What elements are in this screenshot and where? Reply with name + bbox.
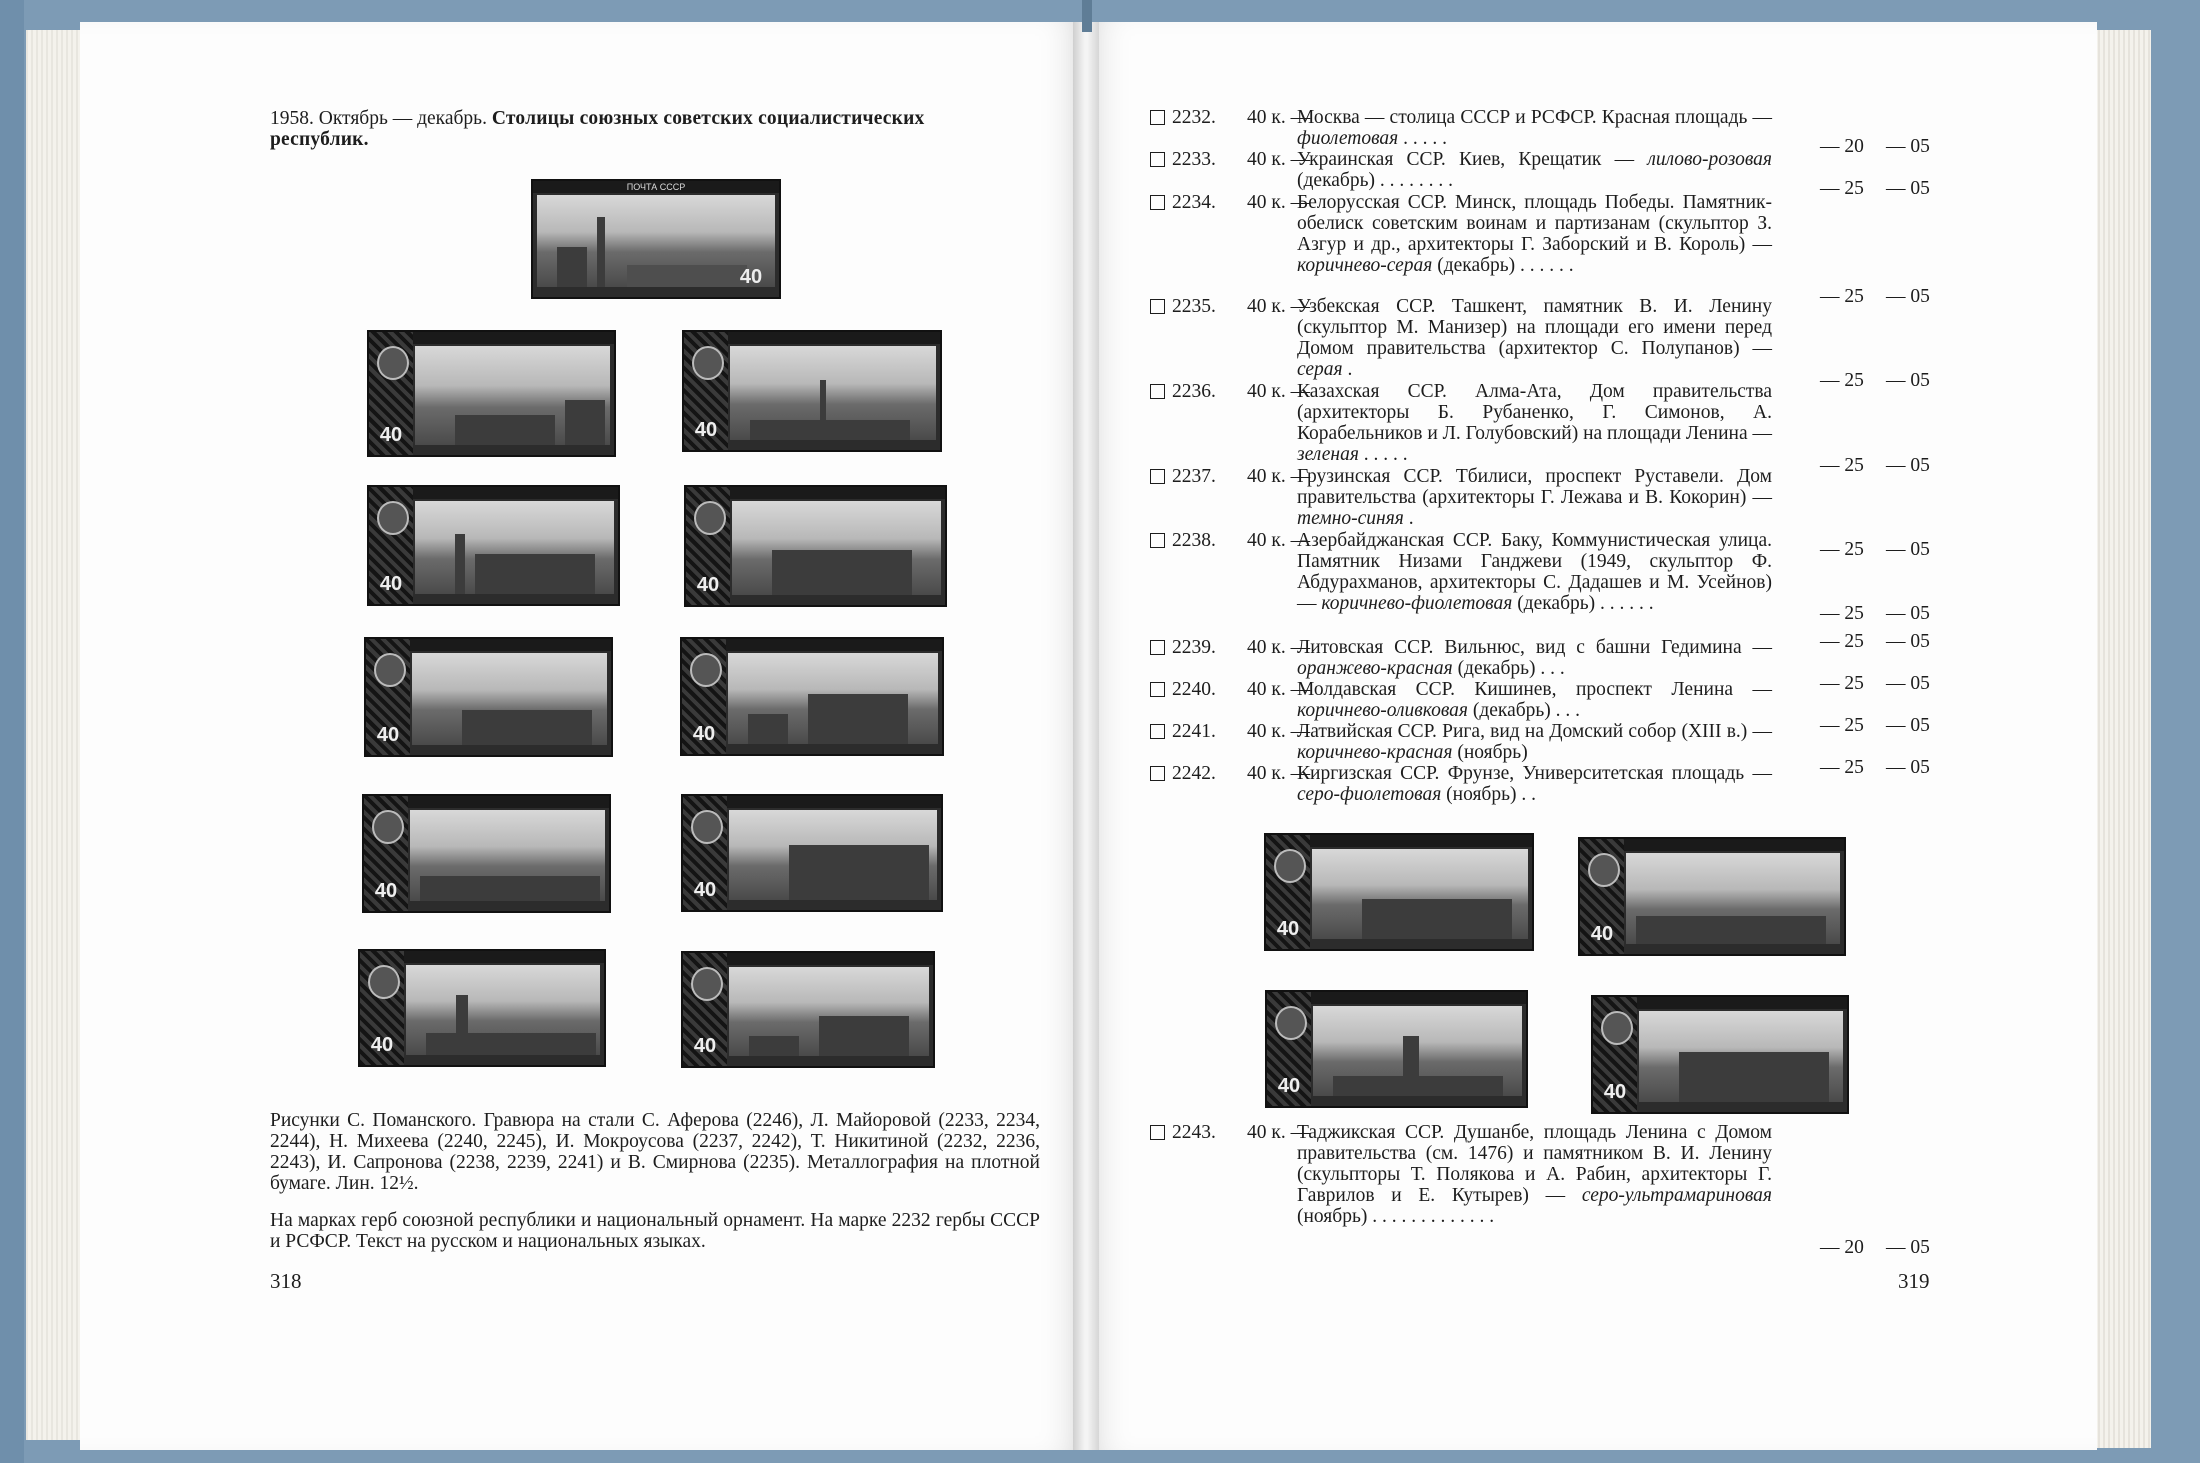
face-value: 40 к. —: [1247, 1122, 1311, 1143]
stamp-value: 40: [1276, 918, 1300, 940]
credits-paragraph: Рисунки С. Поманского. Гравюра на стали С. Аферова (2246), Л. Майоровой (2233, 2234, 2244), Н. Михеева (2240, 2245), И. Мокроусова (2237, 2242), Т. Никитиной (2232, 2236, 2243), И. Сапронова (2238, 2239, 2241) и В. Смирнова (2235). Металлография на плотной бумаге. Лин. 12½.: [270, 1110, 1040, 1194]
entry-text: Литовская ССР. Вильнюс, вид с башни Гедимина —: [1297, 637, 1772, 658]
price-mint: — 25: [1820, 603, 1864, 624]
stamp-value: 40: [1603, 1081, 1627, 1103]
stamp-2241-image: [1265, 990, 1528, 1108]
face-value: 40 к. —: [1247, 107, 1311, 128]
entry-text: Таджикская ССР. Душанбе, площадь Ленина с Домом правительства (см. 1476) и памятником В. И. Ленину (скульпторы Т. Полякова и А. Рабин, архитекторы Г. Гаврилов и Е. Кутырев) —: [1297, 1122, 1772, 1206]
stamp-color: коричнево-оливковая: [1297, 700, 1468, 721]
price-used: — 05: [1886, 178, 1930, 199]
heading-title-line2: республик.: [270, 129, 369, 150]
price-mint: — 25: [1820, 178, 1864, 199]
entry-tail: (декабрь) . . . . . .: [1512, 593, 1654, 614]
entry-description: [1297, 381, 1772, 465]
price-mint: — 25: [1820, 673, 1864, 694]
checkbox-icon[interactable]: [1150, 152, 1165, 167]
entry-text: Латвийская ССР. Рига, вид на Домский собор (XIII в.) —: [1297, 721, 1772, 742]
price-mint: — 25: [1820, 715, 1864, 736]
stamp-2233-image: [367, 330, 616, 457]
face-value: 40 к. —: [1247, 381, 1311, 402]
entry-description: [1297, 192, 1772, 276]
entry-tail: (ноябрь) . .: [1441, 784, 1536, 805]
catalog-number: 2243.: [1172, 1122, 1216, 1143]
stamp-value: 40: [692, 723, 716, 745]
note-paragraph: На марках герб союзной республики и национальный орнамент. На марке 2232 гербы СССР и РСФСР. Текст на русском и национальных языках.: [270, 1210, 1040, 1252]
catalog-number: 2233.: [1172, 149, 1216, 170]
entry-tail: (декабрь) . . . . . . . .: [1297, 170, 1453, 191]
entry-text: Молдавская ССР. Кишинев, проспект Ленина —: [1297, 679, 1772, 700]
face-value: 40 к. —: [1247, 637, 1311, 658]
checkbox-icon[interactable]: [1150, 110, 1165, 125]
entry-description: [1297, 296, 1772, 380]
face-value: 40 к. —: [1247, 296, 1311, 317]
price-used: — 05: [1886, 715, 1930, 736]
entry-text: Азербайджанская ССР. Баку, Коммунистическая улица. Памятник Низами Ганджеви (1949, скульптор Ф. Абдурахманов, архитекторы С. Дадашев и М. Усейнов) —: [1297, 530, 1772, 614]
stamp-2242-image: [681, 951, 935, 1068]
entry-tail: (декабрь) . . .: [1467, 700, 1581, 721]
stamp-value: 40: [1277, 1075, 1301, 1097]
stamp-2237-image: [364, 637, 613, 757]
catalog-number: 2237.: [1172, 466, 1216, 487]
stamp-2235-image: [367, 485, 620, 606]
entry-description: [1297, 763, 1772, 805]
stamp-value: 40: [693, 1035, 717, 1057]
face-value: 40 к. —: [1247, 763, 1311, 784]
stamp-color: оранжево-красная: [1297, 658, 1453, 679]
entry-description: [1297, 149, 1772, 191]
price-used: — 05: [1886, 455, 1930, 476]
price-used: — 05: [1886, 603, 1930, 624]
book-gutter: [1073, 22, 1099, 1450]
entry-description: [1297, 530, 1772, 614]
catalog-number: 2235.: [1172, 296, 1216, 317]
price-used: — 05: [1886, 757, 1930, 778]
face-value: 40 к. —: [1247, 192, 1311, 213]
price-mint: — 25: [1820, 539, 1864, 560]
catalog-number: 2241.: [1172, 721, 1216, 742]
stamp-2236-image: [684, 485, 947, 607]
price-used: — 05: [1886, 1237, 1930, 1258]
price-used: — 05: [1886, 631, 1930, 652]
checkbox-icon[interactable]: [1150, 469, 1165, 484]
catalog-number: 2240.: [1172, 679, 1216, 700]
entry-description: [1297, 679, 1772, 721]
catalog-number: 2239.: [1172, 637, 1216, 658]
entry-description: [1297, 107, 1772, 149]
catalog-number: 2238.: [1172, 530, 1216, 551]
catalog-number: 2242.: [1172, 763, 1216, 784]
stamp-color: лилово-розовая: [1647, 149, 1772, 170]
stamp-inscription: ПОЧТА СССР: [626, 182, 686, 192]
stamp-value: 40: [694, 419, 718, 441]
checkbox-icon[interactable]: [1150, 640, 1165, 655]
price-used: — 05: [1886, 370, 1930, 391]
checkbox-icon[interactable]: [1150, 724, 1165, 739]
page-number-left: 318: [270, 1269, 302, 1293]
entry-text: Москва — столица СССР и РСФСР. Красная площадь —: [1297, 107, 1772, 128]
spine: [1082, 0, 1092, 32]
entry-text: Узбекская ССР. Ташкент, памятник В. И. Ленину (скульптор М. Манизер) на площади его имени перед Домом правительства (архитектор С. Полупанов) —: [1297, 296, 1772, 359]
stamp-2238-image: [680, 637, 944, 756]
stamp-value: 40: [379, 424, 403, 446]
checkbox-icon[interactable]: [1150, 533, 1165, 548]
catalog-number: 2236.: [1172, 381, 1216, 402]
price-mint: — 25: [1820, 757, 1864, 778]
entry-tail: (декабрь) . . . . . .: [1432, 255, 1574, 276]
stamp-2241-image: [358, 949, 606, 1067]
checkbox-icon[interactable]: [1150, 682, 1165, 697]
stamp-color: коричнево-серая: [1297, 255, 1433, 276]
price-used: — 05: [1886, 673, 1930, 694]
price-mint: — 25: [1820, 286, 1864, 307]
stamp-2240-image: [681, 794, 943, 912]
stamp-value: 40: [693, 879, 717, 901]
stamp-color: серо-ультрамариновая: [1581, 1185, 1772, 1206]
checkbox-icon[interactable]: [1150, 766, 1165, 781]
stamp-value: 40: [1590, 923, 1614, 945]
stamp-2239-image: [362, 794, 611, 913]
entry-text: Грузинская ССР. Тбилиси, проспект Руставели. Дом правительства (архитекторы Г. Лежава и В. Кокорин) —: [1297, 466, 1772, 508]
entry-text: Украинская ССР. Киев, Крещатик —: [1297, 149, 1648, 170]
entry-text: Белорусская ССР. Минск, площадь Победы. Памятник-обелиск советским воинам и партизанам (скульптор З. Азгур и др., архитекторы Г. Заборский и В. Король) —: [1297, 192, 1772, 255]
face-value: 40 к. —: [1247, 466, 1311, 487]
checkbox-icon[interactable]: [1150, 1125, 1165, 1140]
stamp-value: 40: [370, 1034, 394, 1056]
stamp-value: 40: [696, 574, 720, 596]
stamp-color: серо-фиолетовая: [1297, 784, 1442, 805]
catalog-number: 2234.: [1172, 192, 1216, 213]
stamp-color: серая: [1297, 359, 1343, 380]
page-edges-left: [26, 30, 86, 1440]
price-mint: — 20: [1820, 136, 1864, 157]
stamp-2239-image: [1264, 833, 1534, 951]
stamp-color: зеленая: [1297, 444, 1359, 465]
face-value: 40 к. —: [1247, 721, 1311, 742]
entry-text: Киргизская ССР. Фрунзе, Университетская площадь —: [1297, 763, 1772, 784]
heading-year: 1958.: [270, 108, 314, 129]
price-mint: — 25: [1820, 455, 1864, 476]
entry-text: Казахская ССР. Алма-Ата, Дом правительства (архитекторы Б. Рубаненко, Г. Симонов, А. Корабельников и Л. Голубовский) на площади Ленина —: [1297, 381, 1772, 444]
price-mint: — 25: [1820, 631, 1864, 652]
section-heading: [270, 108, 1040, 150]
entry-tail: (ноябрь) . . . . . . . . . . . . .: [1297, 1206, 1495, 1227]
stamp-color: коричнево-фиолетовая: [1321, 593, 1513, 614]
page-number-right: 319: [1898, 1269, 1930, 1293]
checkbox-icon[interactable]: [1150, 299, 1165, 314]
entry-tail: . . . . .: [1358, 444, 1408, 465]
price-used: — 05: [1886, 136, 1930, 157]
price-used: — 05: [1886, 286, 1930, 307]
price-mint: — 25: [1820, 370, 1864, 391]
stamp-2234-image: [682, 330, 942, 452]
checkbox-icon[interactable]: [1150, 195, 1165, 210]
stamp-2242-image: [1578, 837, 1846, 956]
heading-dates: Октябрь — декабрь.: [318, 108, 487, 129]
entry-description: [1297, 466, 1772, 529]
stamp-2243-image: [1591, 995, 1849, 1114]
stamp-color: фиолетовая: [1297, 128, 1399, 149]
face-value: 40 к. —: [1247, 149, 1311, 170]
stamp-value: 40: [376, 724, 400, 746]
heading-title-line1: Столицы союзных советских социалистических: [491, 108, 925, 129]
catalog-number: 2232.: [1172, 107, 1216, 128]
entry-tail: . . . . .: [1398, 128, 1447, 149]
entry-tail: .: [1403, 508, 1414, 529]
entry-tail: .: [1342, 359, 1353, 380]
stamp-value: 40: [374, 880, 398, 902]
entry-description: [1297, 637, 1772, 679]
price-mint: — 20: [1820, 1237, 1864, 1258]
entry-description: [1297, 1122, 1772, 1227]
stamp-2232-image: [531, 179, 781, 299]
price-used: — 05: [1886, 539, 1930, 560]
stamp-color: темно-синяя: [1297, 508, 1404, 529]
stamp-value: 40: [739, 266, 763, 288]
checkbox-icon[interactable]: [1150, 384, 1165, 399]
face-value: 40 к. —: [1247, 679, 1311, 700]
entry-description: [1297, 721, 1772, 763]
face-value: 40 к. —: [1247, 530, 1311, 551]
stamp-value: 40: [379, 573, 403, 595]
entry-tail: (ноябрь): [1452, 742, 1528, 763]
entry-tail: (декабрь) . . .: [1452, 658, 1565, 679]
cover-edge: [0, 0, 24, 1463]
page-edges-right: [2095, 30, 2151, 1448]
stamp-color: коричнево-красная: [1297, 742, 1453, 763]
